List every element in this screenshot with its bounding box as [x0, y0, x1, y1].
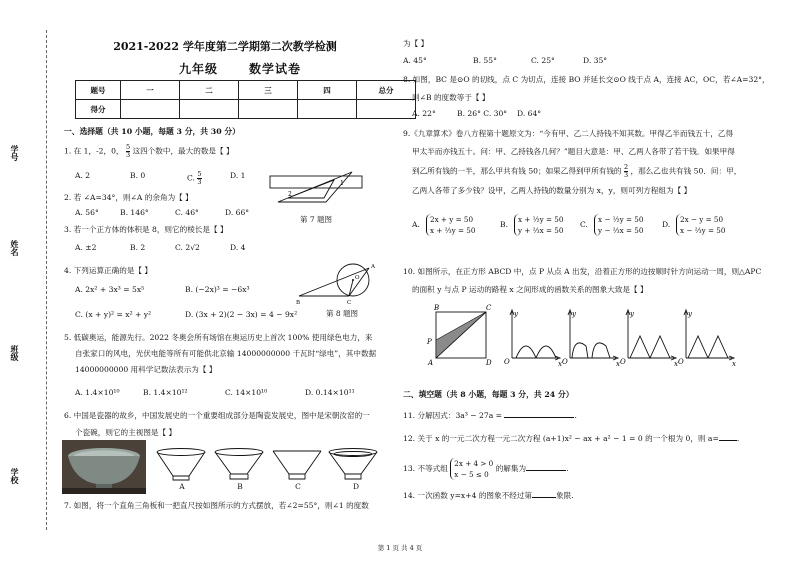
- exam-title: 2021-2022 学年度第二学期第二次教学检测: [113, 40, 337, 53]
- question-5-line3: 14000000000 用科学记数法表示为【 】: [75, 365, 217, 374]
- option-a-system[interactable]: 2x + y = 50 x + ⅔y = 50: [426, 214, 475, 236]
- score-row-label: 得分: [76, 100, 121, 119]
- svg-text:O: O: [678, 358, 684, 366]
- option-a[interactable]: A. 2x² + 3x³ = 5x⁵: [75, 285, 145, 294]
- point-p: P: [427, 338, 432, 346]
- question-4: 4. 下列运算正确的是【 】: [64, 266, 153, 275]
- bowl-photo: [62, 440, 146, 494]
- vertex-a: A: [428, 359, 434, 366]
- vertex-d: D: [486, 359, 492, 366]
- score-header: 题号: [76, 81, 121, 100]
- binding-line: [46, 30, 47, 530]
- answer-blank-13[interactable]: [526, 470, 566, 471]
- option-c[interactable]: C. $\frac{5}{3}$: [187, 170, 202, 186]
- answer-blank-11[interactable]: [504, 417, 574, 418]
- option-d[interactable]: D. 0.14×10¹¹: [305, 388, 355, 397]
- score-cell[interactable]: [180, 100, 239, 119]
- question-5-line2: 自张家口的风电，光伏电能等所有可能供北京输 14000000000 千瓦时“绿电”，其中数据: [75, 349, 377, 358]
- svg-text:y: y: [514, 310, 518, 318]
- score-header: 四: [298, 81, 357, 100]
- question-9-line3: 到乙所有钱的一半，那么甲共有钱 50；如果乙得到甲所有钱的 $\frac{2}{3}$ ，那么乙也共有钱 50．问：甲，: [412, 163, 742, 179]
- question-1: 1. 在 1，-2，0， $\frac{5}{3}$ 这四个数中，最大的数是【 】: [64, 143, 234, 159]
- question-11: 11. 分解因式：3a³ − 27a = .: [403, 411, 577, 420]
- svg-text:O: O: [620, 358, 626, 366]
- answer-blank-12[interactable]: [719, 440, 737, 441]
- option-b[interactable]: B. 55°: [473, 56, 497, 65]
- option-c-system[interactable]: x − ½y = 50 y − ⅔x = 50: [594, 214, 643, 236]
- question-7: 7. 如图，将一个直角三角板和一把直尺按如图所示的方式摆放，若∠2=55°，则∠1 的度数: [64, 501, 369, 510]
- question-10-line2: 的面积 y 与点 P 运动的路程 x 之间形成的函数关系的图象大致是【 】: [412, 285, 648, 294]
- score-cell[interactable]: [298, 100, 357, 119]
- option-d-system[interactable]: 2x − y = 50 x − ⅔y = 50: [676, 214, 725, 236]
- bowl-label-c[interactable]: C: [295, 482, 301, 491]
- svg-text:O: O: [504, 358, 510, 366]
- question-3: 3. 若一个正方体的体积是 8，则它的棱长是【 】: [64, 225, 228, 234]
- option-c[interactable]: C. 14×10¹⁰: [225, 388, 268, 397]
- score-cell[interactable]: [239, 100, 298, 119]
- question-8-line1: 8. 如图，BC 是⊙O 的切线，点 C 为切点，连接 BO 并延长交⊙O 线于点 A，连接 AC，OC，若∠A=32°，: [403, 75, 770, 84]
- page-footer: 第 1 页 共 4 页: [377, 544, 423, 552]
- svg-text:C: C: [347, 300, 352, 306]
- q10-square-figure: [424, 304, 496, 366]
- question-10-line1: 10. 如图所示，在正方形 ABCD 中，点 P 从点 A 出发，沿着正方形的边按顺时针方向运动一周，则△APC: [403, 267, 762, 276]
- option-bc[interactable]: B. 26° C. 30°: [457, 109, 508, 118]
- svg-text:y: y: [630, 310, 634, 318]
- option-a-label[interactable]: A.: [412, 220, 420, 229]
- svg-text:x: x: [674, 360, 678, 368]
- side-label-student-id: 学号: [10, 145, 20, 161]
- bowl-label-b[interactable]: B: [237, 482, 243, 491]
- question-14: 14. 一次函数 y=x+4 的图象不经过第 象限.: [403, 491, 574, 500]
- svg-text:x: x: [616, 360, 620, 368]
- svg-text:O: O: [355, 275, 360, 281]
- option-b-label[interactable]: B.: [500, 220, 508, 229]
- q7-continuation: 为【 】: [403, 39, 429, 48]
- option-a[interactable]: A. 2: [75, 171, 91, 180]
- figure-8-circle-tangent: [295, 256, 379, 308]
- option-b[interactable]: B. 146°: [120, 208, 149, 217]
- option-d[interactable]: D. (3x + 2)(2 − 3x) = 4 − 9x²: [185, 310, 298, 319]
- option-b[interactable]: B. 2: [130, 243, 146, 252]
- score-cell[interactable]: [357, 100, 416, 119]
- option-d[interactable]: D. 35°: [583, 56, 608, 65]
- svg-text:B: B: [296, 300, 301, 306]
- question-9-line2: 甲太半而亦钱五十。问：甲、乙持钱各几何？”题目大意是：甲、乙两人各带了若干钱．如果甲得: [412, 147, 735, 156]
- option-b-system[interactable]: x + ½y = 50 y + ⅔x = 50: [514, 214, 563, 236]
- figure-8-caption: 第 8 题图: [325, 309, 359, 318]
- question-8-line2: 则∠B 的度数等于【 】: [412, 93, 490, 102]
- fraction: $\frac{5}{3}$: [125, 143, 131, 159]
- svg-text:y: y: [688, 310, 692, 318]
- section1-heading: 一、选择题（共 10 小题，每题 3 分，共 30 分）: [64, 127, 240, 136]
- figure-7-caption: 第 7 题图: [299, 215, 333, 224]
- option-a[interactable]: A. 1.4×10¹⁰: [75, 388, 120, 397]
- score-header: 一: [121, 81, 180, 100]
- question-12: 12. 关于 x 的一元二次方程一元二次方程 (a+1)x² − ax + a² − 1 = 0 的一个根为 0，则 a= .: [403, 434, 740, 443]
- option-b[interactable]: B. 1.4×10¹²: [143, 388, 188, 397]
- side-label-school: 学校: [10, 468, 20, 484]
- option-a[interactable]: A. 22°: [412, 109, 436, 118]
- svg-text:y: y: [572, 310, 576, 318]
- vertex-c: C: [486, 304, 492, 312]
- question-6-line2: 个瓷碗，则它的主视图是【 】: [75, 428, 177, 437]
- question-5-line1: 5. 低碳奥运，能源先行。2022 冬奥会所有场馆在奥运历史上首次 100% 使用绿色电力，来: [64, 333, 373, 342]
- score-header: 三: [239, 81, 298, 100]
- option-c[interactable]: C. 25°: [531, 56, 555, 65]
- answer-blank-14[interactable]: [532, 497, 556, 498]
- section2-heading: 二、填空题（共 8 小题，每题 3 分，共 24 分）: [403, 390, 574, 399]
- inequality-system: 2x + 4 > 0 x − 5 ≤ 0: [450, 458, 493, 480]
- question-13: 13. 不等式组 2x + 4 > 0 x − 5 ≤ 0 的解集为 .: [403, 459, 569, 479]
- svg-text:A: A: [371, 264, 375, 270]
- side-label-name: 姓名: [10, 240, 20, 256]
- question-2: 2. 若 ∠A=34°，则∠A 的余角为【 】: [64, 193, 193, 202]
- score-table: [75, 80, 416, 119]
- q10-function-graphs: [502, 306, 742, 368]
- svg-text:x: x: [732, 360, 736, 368]
- option-b[interactable]: B. (−2x)³ = −6x³: [185, 285, 250, 294]
- option-a[interactable]: A. 45°: [403, 56, 427, 65]
- option-c[interactable]: C. (x + y)² = x² + y²: [75, 310, 152, 319]
- option-d[interactable]: D. 64°: [517, 109, 542, 118]
- vertex-b: B: [434, 304, 440, 312]
- exam-subtitle: 九年级 数学试卷: [178, 62, 302, 76]
- bowl-label-a[interactable]: A: [179, 482, 185, 491]
- svg-text:1: 1: [340, 180, 344, 187]
- option-d[interactable]: D. 66°: [225, 208, 250, 217]
- question-9-line4: 乙两人各带了多少钱？设甲，乙两人持钱的数量分别为 x，y，则可列方程组为【 】: [412, 186, 692, 195]
- side-label-class: 班级: [10, 345, 20, 361]
- option-d[interactable]: D. 4: [230, 243, 246, 252]
- option-c[interactable]: C. 46°: [175, 208, 199, 217]
- option-d[interactable]: D. 1: [230, 171, 246, 180]
- figure-7-ruler-triangle: [268, 168, 364, 214]
- svg-text:O: O: [562, 358, 568, 366]
- bowl-label-d[interactable]: D: [352, 482, 359, 491]
- svg-text:x: x: [558, 360, 562, 368]
- option-a[interactable]: A. ±2: [75, 243, 97, 252]
- score-cell[interactable]: [121, 100, 180, 119]
- option-c[interactable]: C. 2√2: [175, 243, 200, 252]
- option-b[interactable]: B. 0: [130, 171, 146, 180]
- svg-text:2: 2: [288, 191, 292, 198]
- option-a[interactable]: A. 56°: [75, 208, 99, 217]
- option-d-label[interactable]: D.: [662, 220, 671, 229]
- question-6-line1: 6. 中国是瓷器的故乡，中国发展史的一个重要组成部分是陶瓷发展史，图中是宋朝汝窑的一: [64, 411, 370, 420]
- score-header: 二: [180, 81, 239, 100]
- option-c-label[interactable]: C.: [580, 220, 588, 229]
- question-9-line1: 9.《九章算术》卷八方程第十题原文为：“今有甲、乙二人持钱不知其数。甲得乙半而钱五十，乙得: [403, 129, 734, 138]
- score-header: 总分: [357, 81, 416, 100]
